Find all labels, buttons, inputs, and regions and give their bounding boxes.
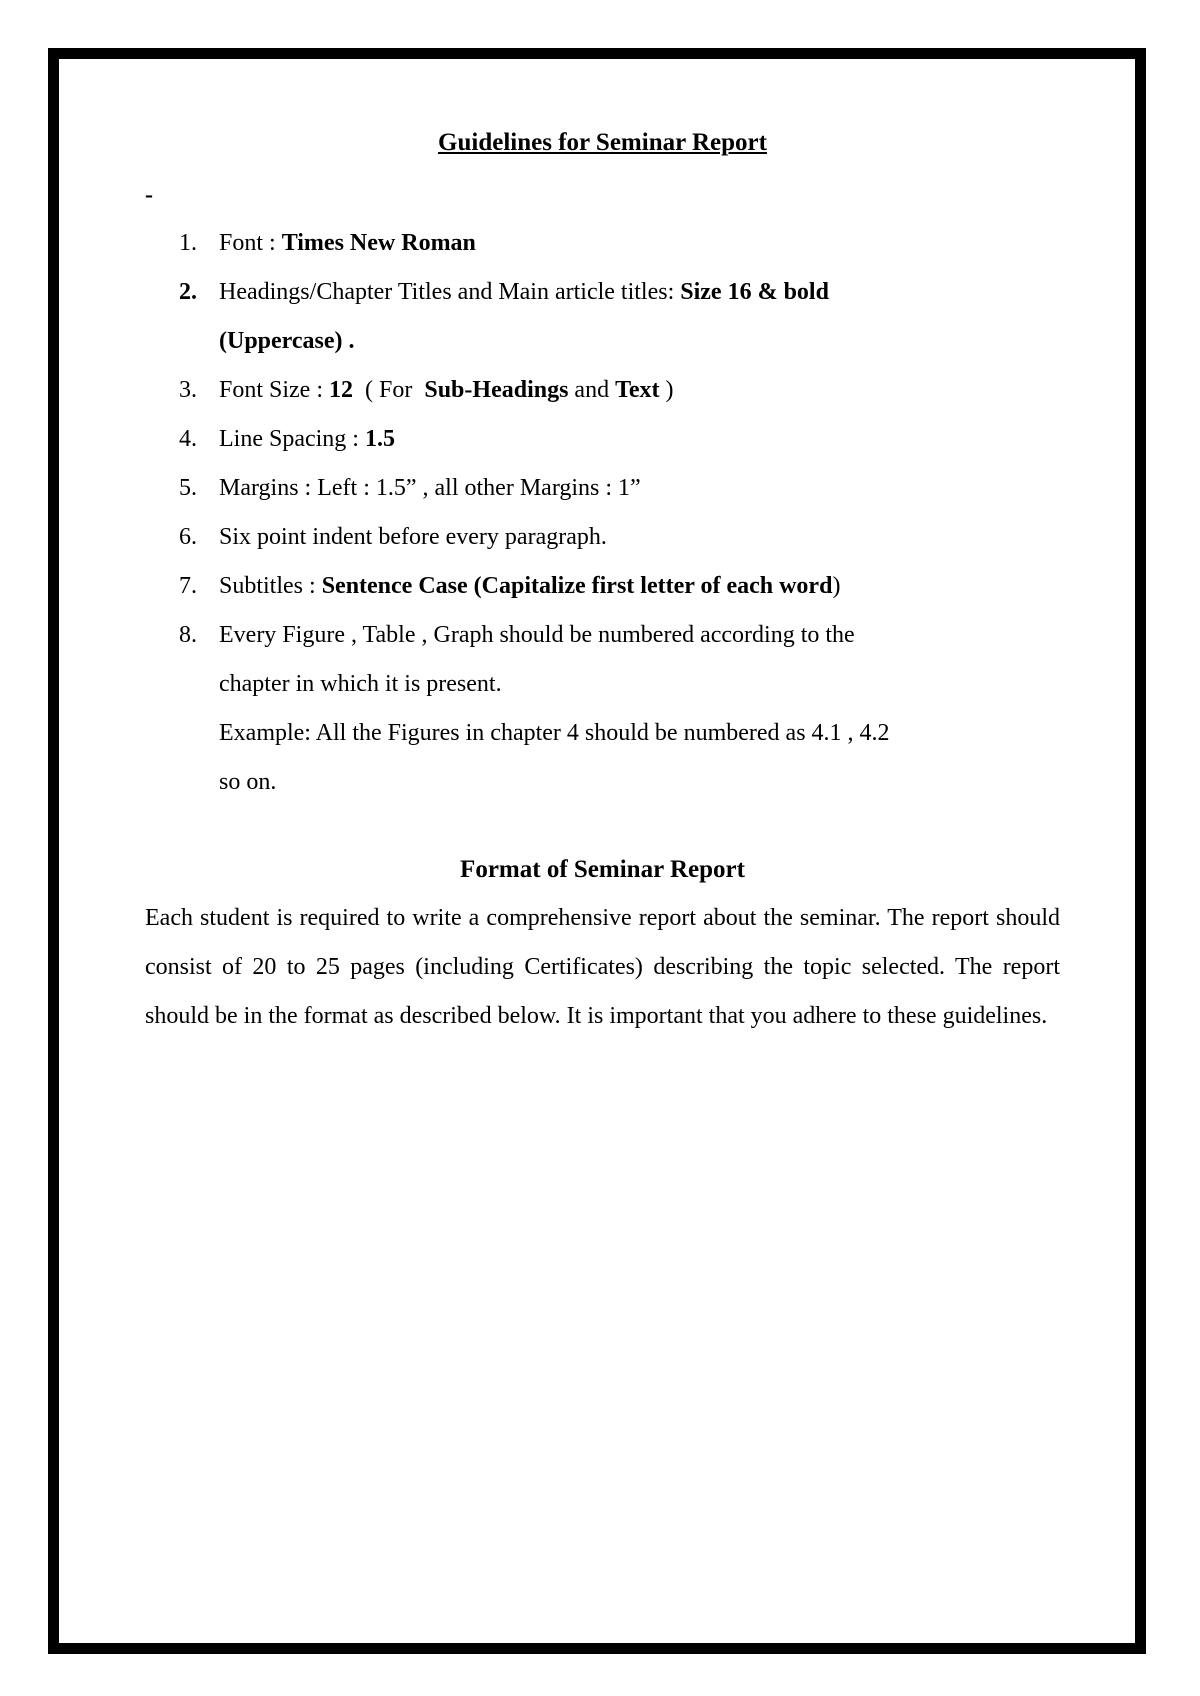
list-item xyxy=(145,366,890,415)
list-number: 4. xyxy=(179,426,197,452)
list-number: 7. xyxy=(179,573,197,599)
list-item-text: ( For xyxy=(353,377,425,403)
list-number: 6. xyxy=(179,524,197,550)
list-item-text: Example: All the Figures in chapter 4 should be numbered as 4.1 , 4.2 xyxy=(219,720,890,746)
list-item-text: so on. xyxy=(219,769,277,795)
list-item xyxy=(145,758,890,807)
list-item-text: Margins : Left : 1.5” , all other Margins : 1” xyxy=(219,475,641,501)
list-item xyxy=(145,268,890,317)
list-item xyxy=(145,709,890,758)
list-item xyxy=(145,219,890,268)
list-item-text: Every Figure , Table , Graph should be numbered according to the xyxy=(219,622,855,648)
list-item-text: Text xyxy=(615,377,660,403)
list-item xyxy=(145,660,890,709)
list-item-text: (Uppercase) . xyxy=(219,328,355,354)
list-item-text: Subtitles : xyxy=(219,573,322,599)
list-item-text: Sub-Headings xyxy=(424,377,569,403)
list-item-text: 12 xyxy=(329,377,354,403)
list-item xyxy=(145,513,890,562)
list-number: 3. xyxy=(179,377,197,403)
guidelines-list xyxy=(145,219,890,807)
list-item xyxy=(145,562,890,611)
list-item-text: Font : xyxy=(219,230,282,256)
dash-marker: - xyxy=(145,182,153,208)
list-item xyxy=(145,415,890,464)
format-paragraph: Each student is required to write a comprehensive report about the seminar. The report should consist of 20 to 25 pages (including Certificates) describing the topic selected. The report should be in the format as described below. It is important that you adhere to these guidelines. xyxy=(145,905,1060,1029)
list-item xyxy=(145,611,890,660)
list-item-text: chapter in which it is present. xyxy=(219,671,502,697)
list-item xyxy=(145,464,890,513)
list-item-text: Font Size : xyxy=(219,377,330,403)
list-item-text: and xyxy=(568,377,616,403)
document-title: Guidelines for Seminar Report xyxy=(438,129,767,156)
list-item-text: Headings/Chapter Titles and Main article titles: xyxy=(219,279,681,305)
list-item-text: Times New Roman xyxy=(281,230,476,256)
list-item-text: 1.5 xyxy=(364,426,395,452)
list-item-text: Line Spacing : xyxy=(219,426,365,452)
list-number: 8. xyxy=(179,622,197,648)
list-item-text: Size 16 & bold xyxy=(680,279,829,305)
list-number: 5. xyxy=(179,475,197,501)
list-item-text: ) xyxy=(832,573,841,599)
list-number: 1. xyxy=(179,230,197,256)
list-number: 2. xyxy=(179,279,197,305)
section-heading: Format of Seminar Report xyxy=(460,856,745,883)
list-item-text: Sentence Case (Capitalize first letter of each word xyxy=(321,573,833,599)
list-item xyxy=(145,317,890,366)
list-item-text: ) xyxy=(659,377,674,403)
list-item-text: Six point indent before every paragraph. xyxy=(219,524,607,550)
